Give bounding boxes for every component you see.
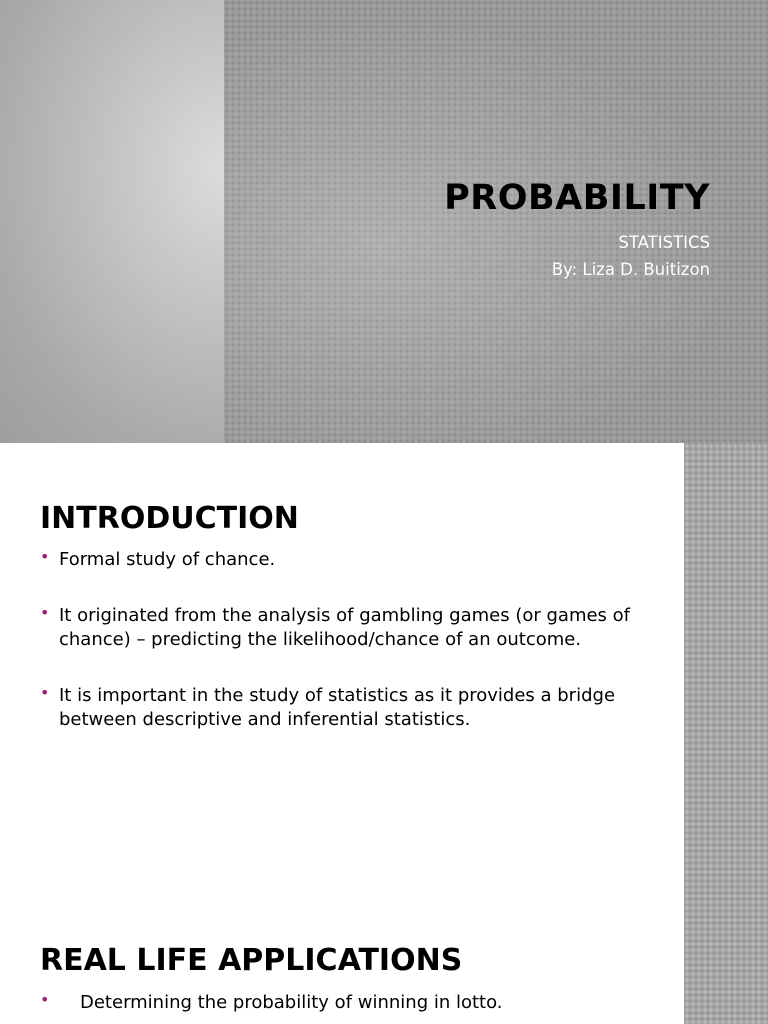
bullet-dot-icon: • bbox=[40, 547, 50, 566]
bullet-dot-icon: • bbox=[40, 990, 50, 1009]
bullet-dot-icon: • bbox=[40, 603, 50, 622]
list-item bbox=[40, 604, 640, 652]
applications-bullet-list bbox=[40, 991, 640, 1015]
bullet-text: It originated from the analysis of gambling games (or games of chance) – predicting the likelihood/chance of an outcome. bbox=[59, 605, 630, 650]
bullet-text: Determining the probability of winning in lotto. bbox=[80, 992, 503, 1013]
introduction-bullet-list bbox=[40, 548, 640, 764]
bullet-text: Formal study of chance. bbox=[59, 549, 276, 570]
slide-title: PROBABILITY bbox=[444, 178, 710, 218]
textured-side-strip bbox=[684, 443, 768, 1024]
bullet-dot-icon: • bbox=[40, 683, 50, 702]
content-slide bbox=[0, 443, 768, 1024]
list-item bbox=[40, 548, 640, 572]
left-gradient-panel bbox=[0, 0, 224, 443]
introduction-heading: INTRODUCTION bbox=[40, 501, 299, 536]
list-item bbox=[40, 991, 640, 1015]
bullet-text: It is important in the study of statistics as it provides a bridge between descriptive and inferential statistics. bbox=[59, 685, 616, 730]
list-item bbox=[40, 684, 640, 732]
textured-panel bbox=[224, 0, 768, 443]
title-slide bbox=[0, 0, 768, 443]
author-line: By: Liza D. Buitizon bbox=[551, 260, 710, 279]
subtitle-block bbox=[552, 229, 710, 283]
subtitle: STATISTICS bbox=[618, 233, 710, 252]
applications-heading: REAL LIFE APPLICATIONS bbox=[40, 943, 463, 978]
